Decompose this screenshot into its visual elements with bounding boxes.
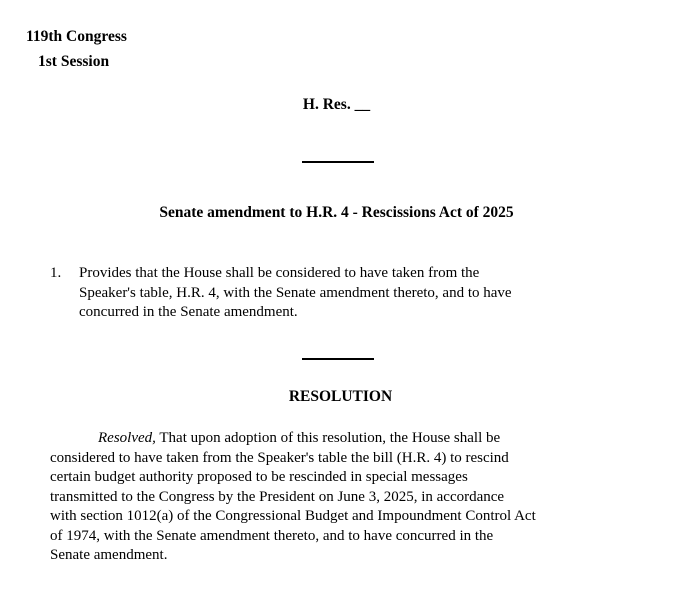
- resolution-number: H. Res. __: [302, 96, 371, 113]
- resolution-line: certain budget authority proposed to be rescinded in special messages: [50, 469, 468, 485]
- summary-item-line: Provides that the House shall be considered to have taken from the: [79, 265, 480, 281]
- summary-item-line: Speaker's table, H.R. 4, with the Senate amendment thereto, and to have: [79, 284, 512, 301]
- divider-rule-bottom: [302, 358, 374, 360]
- resolution-line: of 1974, with the Senate amendment thereto, and to have concurred in the: [50, 527, 494, 544]
- divider-rule-top: [302, 161, 374, 163]
- resolution-body: [50, 429, 650, 566]
- resolution-line: considered to have taken from the Speaker's table the bill (H.R. 4) to rescind: [50, 449, 509, 466]
- summary-item-line: concurred in the Senate amendment.: [79, 304, 298, 320]
- resolved-lead: Resolved,: [98, 430, 156, 446]
- summary-item-text: [79, 264, 639, 323]
- session-label: 1st Session: [38, 53, 110, 70]
- document-heading: Senate amendment to H.R. 4 - Rescissions Act of 2025: [159, 204, 514, 221]
- resolution-line: [50, 429, 650, 449]
- congress-label: 119th Congress: [26, 28, 127, 45]
- resolution-line: with section 1012(a) of the Congressional Budget and Impoundment Control Act: [50, 508, 536, 524]
- resolution-line: Senate amendment.: [50, 547, 168, 563]
- resolution-line-text: That upon adoption of this resolution, the House shall be: [159, 430, 501, 446]
- resolution-title: RESOLUTION: [288, 388, 393, 405]
- summary-item-number: 1.: [50, 265, 62, 281]
- resolution-line: transmitted to the Congress by the President on June 3, 2025, in accordance: [50, 488, 505, 505]
